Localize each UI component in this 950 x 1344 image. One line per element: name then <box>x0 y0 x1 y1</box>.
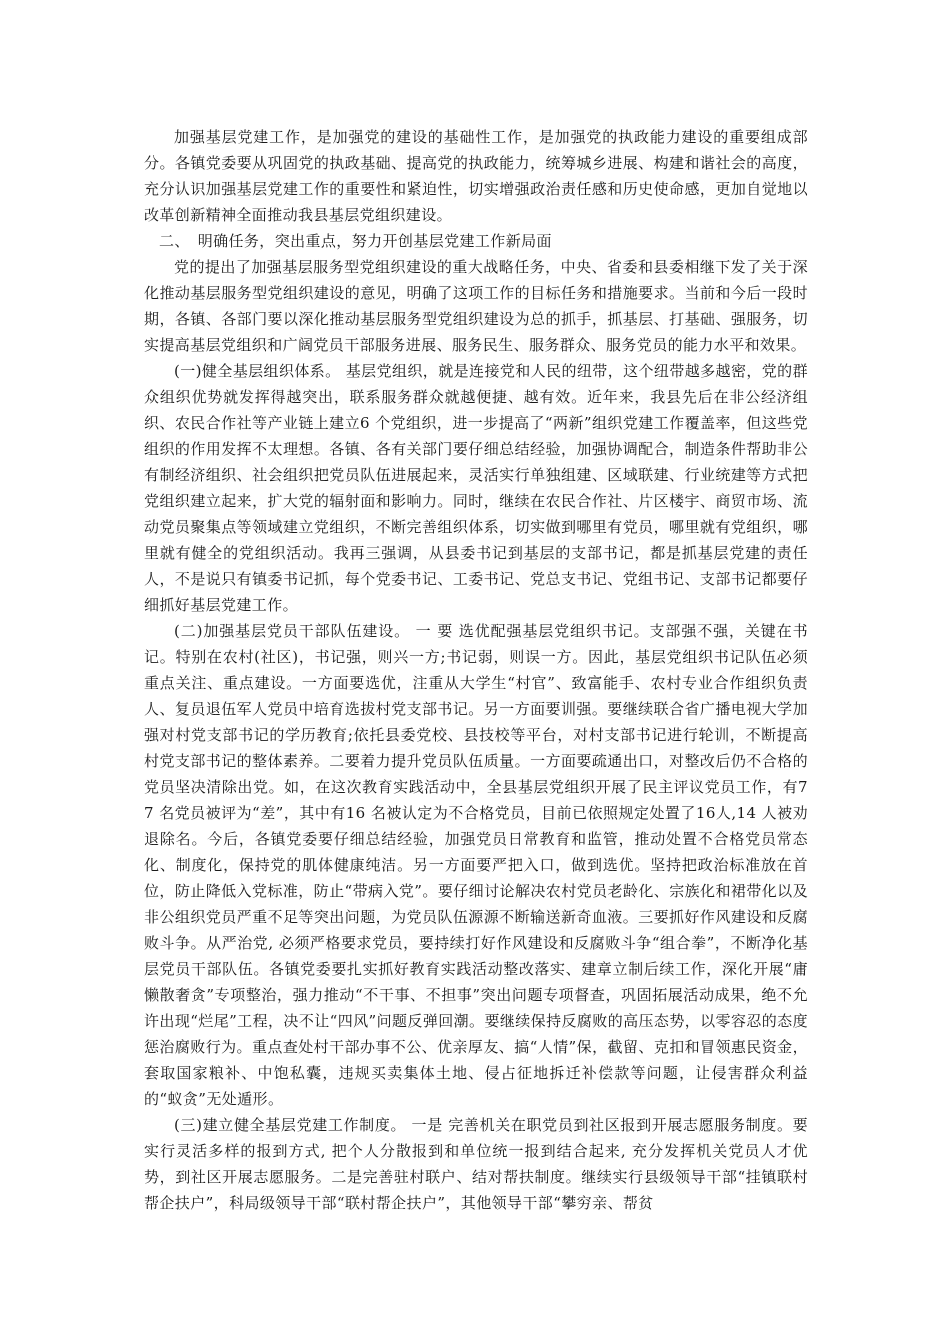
section-heading-two: 二、 明确任务，突出重点，努力开创基层党建工作新局面 <box>159 232 552 250</box>
paragraph-tasks: 党的提出了加强基层服务型党组织建设的重大战略任务，中央、省委和县委相继下发了关于深化推动基层服务型党组织建设的意见，明确了这项工作的目标任务和措施要求。当前和今后一段时期，各镇、各部门要以深化推动基层服务型党组织建设为总的抓手，抓基层、打基础、强服务，切实提高基层党组织和广阔党员干部服务进展、服务民生、服务群众、服务党员的能力水平和效果。 <box>144 258 808 354</box>
paragraph-intro: 加强基层党建工作，是加强党的建设的基础性工作，是加强党的执政能力建设的重要组成部分。各镇党委要从巩固党的执政基础、提高党的执政能力，统筹城乡进展、构建和谐社会的高度，充分认识加强基层党建工作的重要性和紧迫性，切实增强政治责任感和历史使命感，更加自觉地以改革创新精神全面推动我县基层党组织建设。 <box>144 128 808 224</box>
paragraph-work-system: (三)建立健全基层党建工作制度。 一是 完善机关在职党员到社区报到开展志愿服务制度。要实行灵活多样的报到方式, 把个人分散报到和单位统一报到结合起来, 充分发挥机关党员人才优势，到社区开展志愿服务。二是完善驻村联户、结对帮扶制度。继续实行县级领导干部“挂镇联村帮企扶户”，科局级领导干部“联村帮企扶户”，其他领导干部“攀穷亲、帮贫 <box>144 1116 808 1212</box>
document-page <box>144 124 808 1216</box>
paragraph-organization-system: (一)健全基层组织体系。 基层党组织，就是连接党和人民的纽带，这个纽带越多越密，党的群众组织优势就发挥得越突出，联系服务群众就越便捷、越有效。近年来，我县先后在非公经济组织、农民合作社等产业链上建立6 个党组织，进一步提高了“两新”组织党建工作覆盖率，但这些党组织的作用发挥不太理想。各镇、各有关部门要仔细总结经验，加强协调配合，制造条件帮助非公有制经济组织、社会组织把党员队伍进展起来，灵活实行单独组建、区域联建、行业统建等方式把党组织建立起来，扩大党的辐射面和影响力。同时，继续在农民合作社、片区楼宇、商贸市场、流动党员聚集点等领域建立党组织，不断完善组织体系，切实做到哪里有党员，哪里就有党组织，哪里就有健全的党组织活动。我再三强调，从县委书记到基层的支部书记，都是抓基层党建的责任人，不是说只有镇委书记抓，每个党委书记、工委书记、党总支书记、党组书记、支部书记都要仔细抓好基层党建工作。 <box>144 362 808 614</box>
paragraph-cadre-team: (二)加强基层党员干部队伍建设。 一 要 选优配强基层党组织书记。支部强不强，关键在书记。特别在农村(社区)，书记强，则兴一方;书记弱，则误一方。因此，基层党组织书记队伍必须重点关注、重点建设。一方面要选优，注重从大学生“村官”、致富能手、农村专业合作组织负责人、复员退伍军人党员中培育选拔村党支部书记。另一方面要训强。要继续联合省广播电视大学加强对村党支部书记的学历教育;依托县委党校、县技校等平台，对村支部书记进行轮训，不断提高村党支部书记的整体素养。二要着力提升党员队伍质量。一方面要疏通出口，对整改后仍不合格的党员坚决清除出党。如，在这次教育实践活动中，全县基层党组织开展了民主评议党员工作，有77 名党员被评为“差”，其中有16 名被认定为不合格党员，目前已依照规定处置了16人,14 人被劝退除名。今后，各镇党委要仔细总结经验，加强党员日常教育和监管，推动处置不合格党员常态化、制度化，保持党的肌体健康纯洁。另一方面要严把入口，做到选优。坚持把政治标准放在首位，防止降低入党标准，防止“带病入党”。要仔细讨论解决农村党员老龄化、宗族化和裙带化以及非公组织党员严重不足等突出问题，为党员队伍源源不断输送新奇血液。三要抓好作风建设和反腐败斗争。从严治党, 必须严格要求党员，要持续打好作风建设和反腐败斗争“组合拳”，不断净化基层党员干部队伍。各镇党委要扎实抓好教育实践活动整改落实、建章立制后续工作，深化开展“庸懒散奢贪”专项整治，强力推动“不干事、不担事”突出问题专项督查，巩固拓展活动成果，绝不允许出现“烂尾”工程，决不让“四风”问题反弹回潮。要继续保持反腐败的高压态势，以零容忍的态度惩治腐败行为。重点查处村干部办事不公、优亲厚友、搞“人情”保，截留、克扣和冒领惠民资金，套取国家粮补、中饱私囊，违规买卖集体土地、侵占征地拆迁补偿款等问题，让侵害群众利益的“蚁贪”无处遁形。 <box>144 622 808 1108</box>
